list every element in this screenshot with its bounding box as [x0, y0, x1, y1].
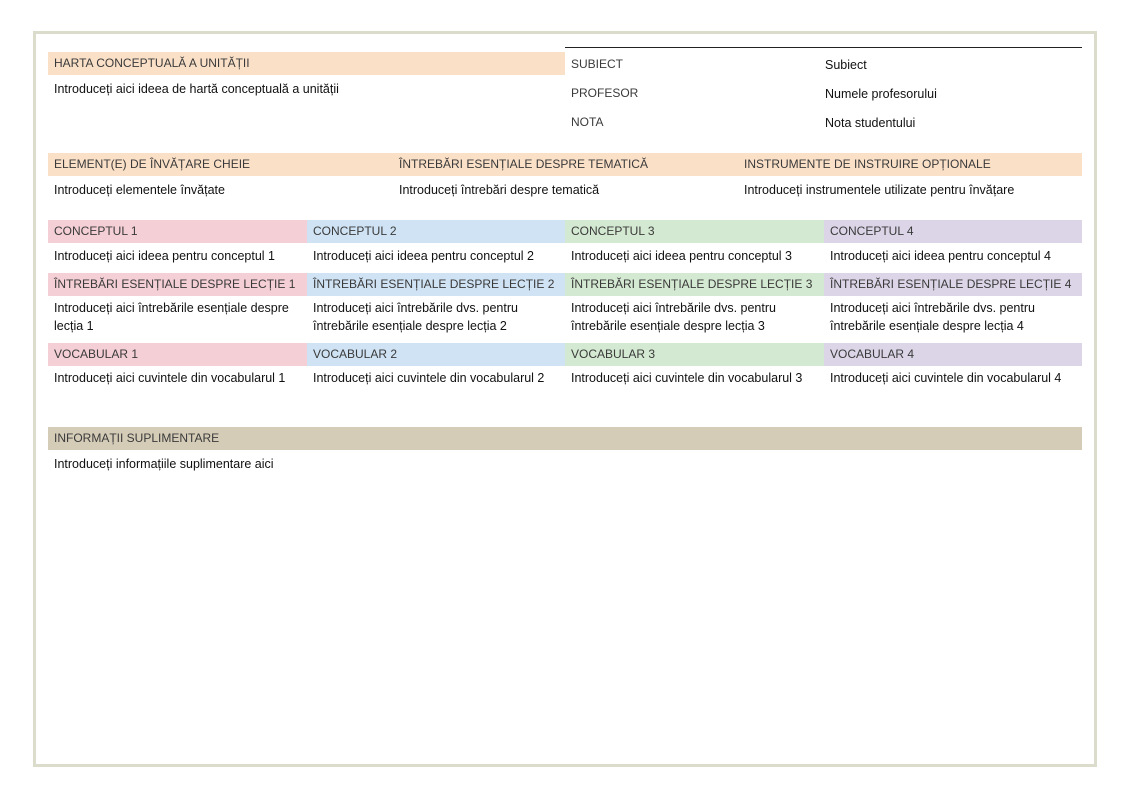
- lesson-3-questions-header: ÎNTREBĂRI ESENȚIALE DESPRE LECȚIE 3: [565, 273, 824, 296]
- lesson-1-questions-header: ÎNTREBĂRI ESENȚIALE DESPRE LECȚIE 1: [48, 273, 307, 296]
- vocabulary-1-text[interactable]: Introduceți aici cuvintele din vocabularul 1: [54, 371, 286, 385]
- concept-3-text[interactable]: Introduceți aici ideea pentru conceptul 3: [571, 249, 792, 263]
- unit-map-header: HARTA CONCEPTUALĂ A UNITĂȚII: [48, 52, 565, 75]
- lesson-3-questions-text[interactable]: Introduceți aici întrebările dvs. pentru întrebările esențiale despre lecția 3: [571, 301, 776, 333]
- optional-tools-text[interactable]: Introduceți instrumentele utilizate pentru învățare: [744, 183, 1015, 197]
- grade-value[interactable]: Nota studentului: [825, 116, 916, 130]
- concept-2-text[interactable]: Introduceți aici ideea pentru conceptul 2: [313, 249, 534, 263]
- key-elements-header: ELEMENT(E) DE ÎNVĂȚARE CHEIE: [54, 157, 251, 171]
- essential-questions-topic-text[interactable]: Introduceți întrebări despre tematică: [399, 183, 600, 197]
- info-top-rule: [565, 47, 1082, 48]
- document-page: [33, 31, 1097, 767]
- vocabulary-3-header: VOCABULAR 3: [565, 343, 824, 366]
- lesson-4-questions-text[interactable]: Introduceți aici întrebările dvs. pentru întrebările esențiale despre lecția 4: [830, 301, 1035, 333]
- concept-3-header: CONCEPTUL 3: [565, 220, 824, 243]
- concept-1-header: CONCEPTUL 1: [48, 220, 307, 243]
- concept-4-text[interactable]: Introduceți aici ideea pentru conceptul 4: [830, 249, 1051, 263]
- subject-value[interactable]: Subiect: [825, 58, 867, 72]
- grade-label: NOTA: [571, 115, 604, 129]
- vocabulary-2-text[interactable]: Introduceți aici cuvintele din vocabularul 2: [313, 371, 545, 385]
- vocabulary-3-text[interactable]: Introduceți aici cuvintele din vocabularul 3: [571, 371, 803, 385]
- key-elements-text[interactable]: Introduceți elementele învățate: [54, 183, 225, 197]
- vocabulary-2-header: VOCABULAR 2: [307, 343, 565, 366]
- lesson-2-questions-text[interactable]: Introduceți aici întrebările dvs. pentru întrebările esențiale despre lecția 2: [313, 301, 518, 333]
- vocabulary-4-text[interactable]: Introduceți aici cuvintele din vocabularul 4: [830, 371, 1062, 385]
- vocabulary-4-header: VOCABULAR 4: [824, 343, 1082, 366]
- teacher-value[interactable]: Numele profesorului: [825, 87, 937, 101]
- lesson-4-questions-header: ÎNTREBĂRI ESENȚIALE DESPRE LECȚIE 4: [824, 273, 1082, 296]
- subject-label: SUBIECT: [571, 57, 624, 71]
- concept-1-text[interactable]: Introduceți aici ideea pentru conceptul 1: [54, 249, 275, 263]
- concept-4-header: CONCEPTUL 4: [824, 220, 1082, 243]
- essential-questions-topic-header: ÎNTREBĂRI ESENȚIALE DESPRE TEMATICĂ: [399, 157, 648, 171]
- vocabulary-1-header: VOCABULAR 1: [48, 343, 307, 366]
- teacher-label: PROFESOR: [571, 86, 639, 100]
- unit-map-text[interactable]: Introduceți aici ideea de hartă conceptuală a unității: [54, 82, 339, 96]
- additional-info-text[interactable]: Introduceți informațiile suplimentare aici: [54, 457, 274, 471]
- lesson-1-questions-text[interactable]: Introduceți aici întrebările esențiale despre lecția 1: [54, 301, 289, 333]
- optional-tools-header: INSTRUMENTE DE INSTRUIRE OPȚIONALE: [744, 157, 991, 171]
- lesson-2-questions-header: ÎNTREBĂRI ESENȚIALE DESPRE LECȚIE 2: [307, 273, 565, 296]
- concept-2-header: CONCEPTUL 2: [307, 220, 565, 243]
- additional-info-header: INFORMAȚII SUPLIMENTARE: [48, 427, 1082, 450]
